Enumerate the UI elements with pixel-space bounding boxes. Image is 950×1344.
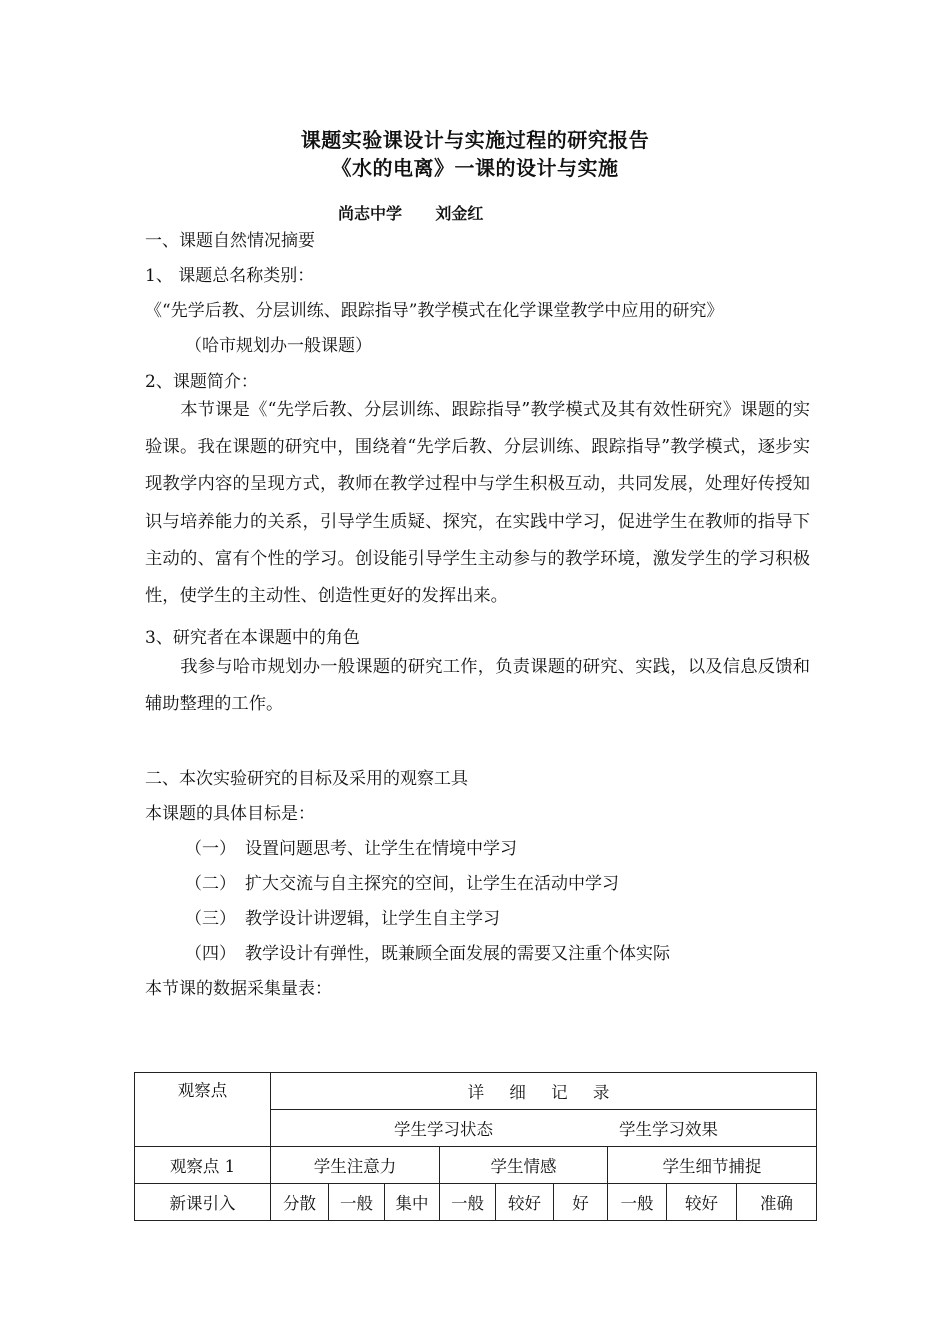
attention-option: 分散 (271, 1184, 329, 1221)
stage-label: 新课引入 (135, 1184, 271, 1221)
item2-paragraph (145, 392, 810, 615)
goal-text: 设置问题思考、让学生在情境中学习 (245, 839, 517, 859)
goal-item (185, 869, 619, 894)
sub-effect: 学生学习效果 (619, 1120, 719, 1139)
observation-table (134, 1072, 817, 1221)
author-line: 尚志中学 刘金红 (338, 204, 484, 223)
goal-text: 教学设计讲逻辑，让学生自主学习 (245, 909, 500, 929)
subheader-cell (271, 1110, 817, 1147)
goal-text: 教学设计有弹性，既兼顾全面发展的需要又注重个体实际 (245, 944, 670, 964)
detail-option: 较好 (667, 1184, 737, 1221)
goal-item (185, 939, 670, 964)
detail-option: 准确 (737, 1184, 817, 1221)
section1-heading: 一、课题自然情况摘要 (145, 231, 315, 251)
item1-label: 1、 课题总名称类别： (145, 266, 315, 286)
goal-item (185, 904, 500, 929)
attention-option: 集中 (385, 1184, 440, 1221)
goals-intro: 本课题的具体目标是： (145, 804, 315, 824)
item3-text: 我参与哈市规划办一般课题的研究工作，负责课题的研究、实践，以及信息反馈和辅助整理的工作。 (145, 657, 810, 715)
item2-label: 2、课题简介： (145, 372, 258, 392)
emotion-option: 较好 (496, 1184, 554, 1221)
goal-text: 扩大交流与自主探究的空间，让学生在活动中学习 (245, 874, 619, 894)
detail-option: 一般 (608, 1184, 667, 1221)
item1-note: （哈市规划办一般课题） (185, 336, 372, 356)
attention-option: 一般 (329, 1184, 385, 1221)
group-detail: 学生细节捕捉 (608, 1147, 817, 1184)
item3-label: 3、研究者在本课题中的角色 (145, 628, 360, 648)
item1-title: 《“先学后教、分层训练、跟踪指导”教学模式在化学课堂教学中应用的研究》 (145, 301, 724, 321)
observe-point: 观察点 1 (135, 1147, 271, 1184)
document-title: 课题实验课设计与实施过程的研究报告 (300, 128, 650, 152)
goal-number: （三） (185, 909, 236, 929)
document-subtitle: 《水的电离》一课的设计与实施 (331, 156, 619, 180)
table-intro: 本节课的数据采集量表： (145, 979, 332, 999)
observe-header: 观察点 (135, 1073, 271, 1147)
sub-state: 学生学习状态 (394, 1120, 494, 1139)
goal-item (185, 834, 517, 859)
goal-number: （二） (185, 874, 236, 894)
section2-heading: 二、本次实验研究的目标及采用的观察工具 (145, 769, 468, 789)
goal-number: （一） (185, 839, 236, 859)
detail-header: 详 细 记 录 (271, 1073, 817, 1110)
goal-number: （四） (185, 944, 236, 964)
item2-text: 本节课是《“先学后教、分层训练、跟踪指导”教学模式及其有效性研究》课题的实验课。我在课题的研究中，围绕着“先学后教、分层训练、跟踪指导”教学模式，逐步实现教学内容的呈现方式，教师在教学过程中与学生积极互动，共同发展，处理好传授知识与培养能力的关系，引导学生质疑、探究，在实践中学习，促进学生在教师的指导下主动的、富有个性的学习。创设能引导学生主动参与的教学环境，激发学生的学习积极性，使学生的主动性、创造性更好的发挥出来。 (145, 400, 810, 607)
group-attention: 学生注意力 (271, 1147, 440, 1184)
emotion-option: 好 (554, 1184, 608, 1221)
emotion-option: 一般 (440, 1184, 496, 1221)
item3-paragraph (145, 649, 810, 723)
group-emotion: 学生情感 (440, 1147, 608, 1184)
